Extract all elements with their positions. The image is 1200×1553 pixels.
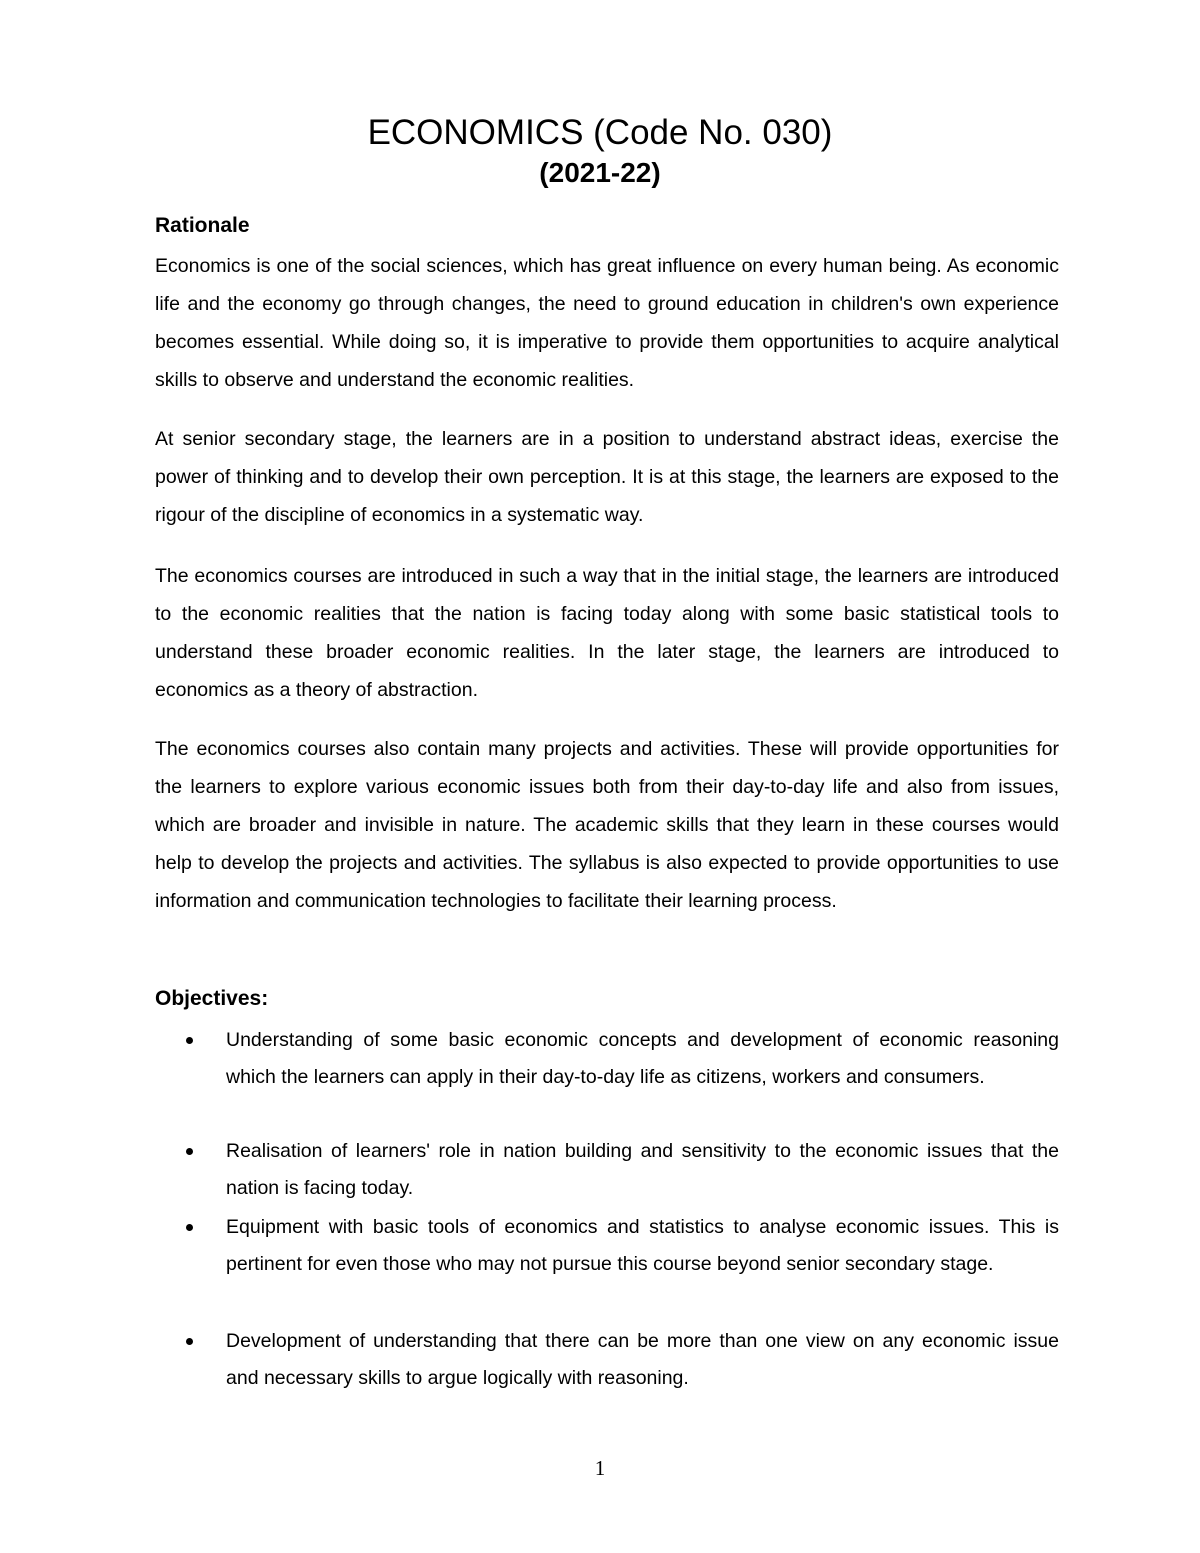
objective-item (155, 1022, 1059, 1133)
document-title: ECONOMICS (Code No. 030) (367, 113, 833, 152)
objective-text: Understanding of some basic economic concepts and development of economic reasoning which the learners can apply in their day-to-day life as citizens, workers and consumers. (226, 1029, 1059, 1088)
objective-text: Development of understanding that there can be more than one view on any economic issue and necessary skills to argue logically with reasoning. (226, 1330, 1059, 1389)
rationale-paragraph-2: At senior secondary stage, the learners are in a position to understand abstract ideas, exercise the power of thinking and to develop their own perception. It is at this stage, the learners are exposed to the rigour of the discipline of economics in a systematic way. (155, 428, 1059, 526)
rationale-paragraph-1: Economics is one of the social sciences, which has great influence on every human being. As economic life and the economy go through changes, the need to ground education in children's own experience becomes essential. While doing so, it is imperative to provide them opportunities to acquire analytical skills to observe and understand the economic realities. (155, 255, 1059, 391)
bullet-icon (186, 1224, 193, 1231)
objective-text: Equipment with basic tools of economics and statistics to analyse economic issues. This is pertinent for even those who may not pursue this course beyond senior secondary stage. (226, 1216, 1059, 1275)
objective-item (155, 1209, 1059, 1323)
bullet-icon (186, 1148, 193, 1155)
objective-text: Realisation of learners' role in nation building and sensitivity to the economic issues that the nation is facing today. (226, 1140, 1059, 1199)
rationale-paragraph-3: The economics courses are introduced in such a way that in the initial stage, the learners are introduced to the economic realities that the nation is facing today along with some basic statistical tools to understand these broader economic realities. In the later stage, the learners are introduced to economics as a theory of abstraction. (155, 565, 1059, 701)
rationale-paragraph-4: The economics courses also contain many projects and activities. These will provide opportunities for the learners to explore various economic issues both from their day-to-day life and also from issues, which are broader and invisible in nature. The academic skills that they learn in these courses would help to develop the projects and activities. The syllabus is also expected to provide opportunities to use information and communication technologies to facilitate their learning process. (155, 738, 1059, 912)
page-number: 1 (594, 1456, 606, 1480)
bullet-icon (186, 1338, 193, 1345)
bullet-icon (186, 1037, 193, 1044)
objectives-list (155, 1022, 1059, 1397)
objective-item (155, 1323, 1059, 1397)
academic-year: (2021-22) (539, 157, 661, 188)
objectives-heading: Objectives: (155, 987, 269, 1010)
objective-item (155, 1133, 1059, 1209)
rationale-heading: Rationale (155, 214, 250, 237)
